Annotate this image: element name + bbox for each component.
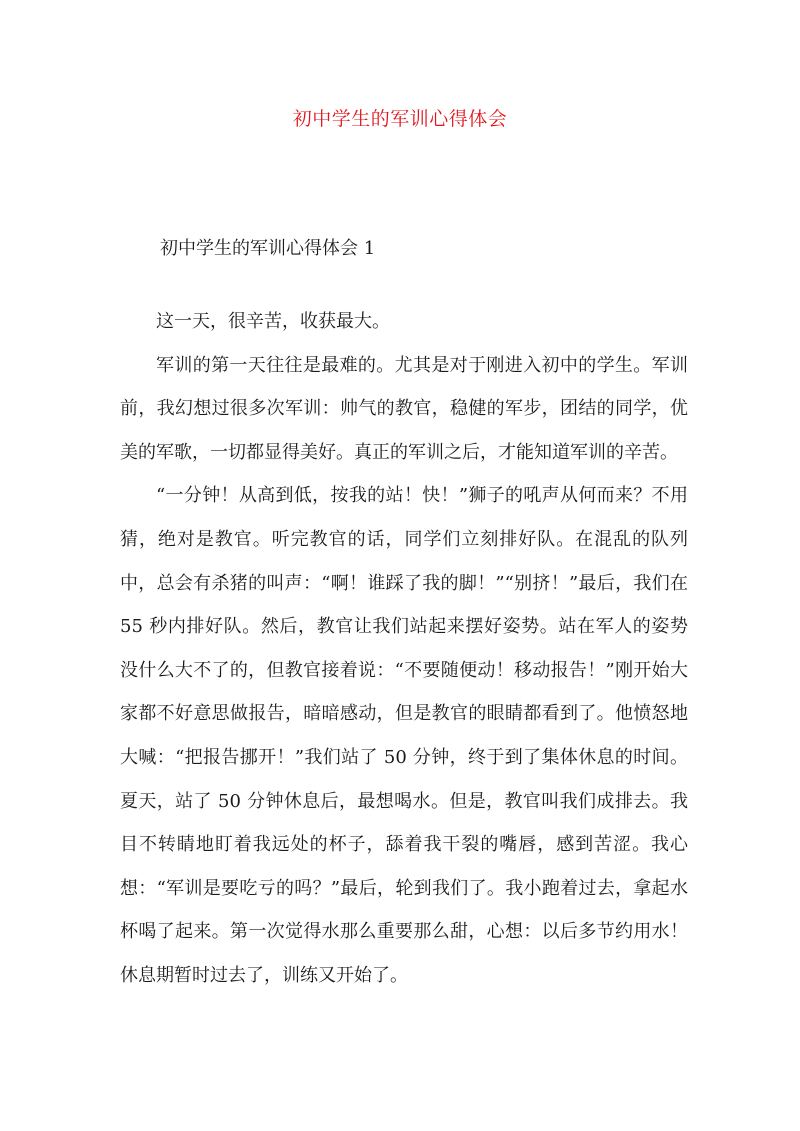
- section-heading: 初中学生的军训心得体会 1: [160, 238, 376, 259]
- paragraph: 军训的第一天往往是最难的。尤其是对于刚进入初中的学生。军训前，我幻想过很多次军训：帅气的教官，稳健的军步，团结的同学，优美的军歌，一切都显得美好。真正的军训之后，才能知道军训的辛苦。: [120, 354, 688, 463]
- paragraph: “一分钟！从高到低，按我的站！快！”狮子的吼声从何而来？不用猜，绝对是教官。听完教官的话，同学们立刻排好队。在混乱的队列中，总会有杀猪的叫声：“啊！谁踩了我的脚！”“别挤！”最后，我们在 55 秒内排好队。然后，教官让我们站起来摆好姿势。站在军人的姿势没什么大不了的，但教官接着说：“不要随便动！移动报告！”刚开始大家都不好意思做报告，暗暗感动，但是教官的眼睛都看到了。他愤怒地大喊：“把报告挪开！”我们站了 50 分钟，终于到了集体休息的时间。夏天，站了 50 分钟休息后，最想喝水。但是，教官叫我们成排去。我目不转睛地盯着我远处的杯子，舔着我干裂的嘴唇，感到苦涩。我心想：“军训是要吃亏的吗？”最后，轮到我们了。我小跑着过去，拿起水杯喝了起来。第一次觉得水那么重要那么甜，心想：以后多节约用水！休息期暂时过去了，训练又开始了。: [120, 485, 688, 986]
- document-body: [120, 300, 688, 998]
- document-title: 初中学生的军训心得体会: [292, 108, 508, 130]
- paragraph: 这一天，很辛苦，收获最大。: [156, 311, 390, 332]
